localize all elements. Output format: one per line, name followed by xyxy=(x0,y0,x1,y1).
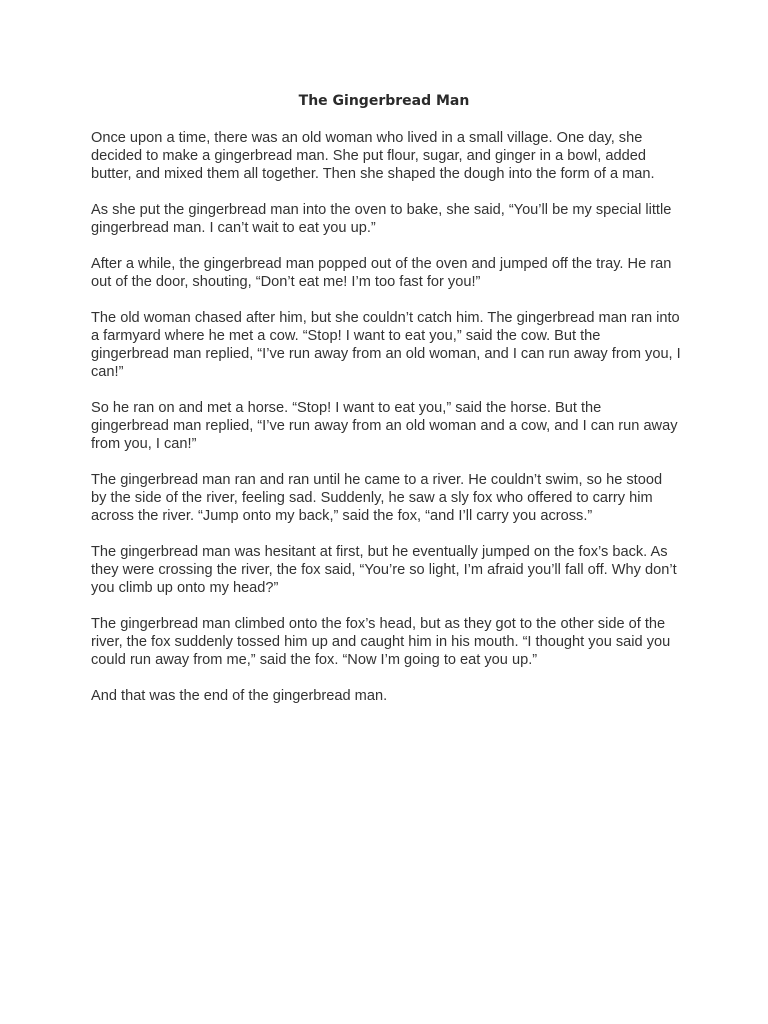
paragraph: And that was the end of the gingerbread man. xyxy=(91,688,388,704)
paragraph: The gingerbread man climbed onto the fox’s head, but as they got to the other side of the river, the fox suddenly tossed him up and caught him in his mouth. “I thought you said you could run away from me,” said the fox. “Now I’m going to eat you up.” xyxy=(91,616,671,668)
paragraph: The gingerbread man was hesitant at first, but he eventually jumped on the fox’s back. As they were crossing the river, the fox said, “You’re so light, I’m afraid you’ll fall off. Why don’t you climb up onto my head?” xyxy=(91,544,677,596)
paragraph: Once upon a time, there was an old woman who lived in a small village. One day, she decided to make a gingerbread man. She put flour, sugar, and ginger in a bowl, added butter, and mixed them all together. Then she shaped the dough into the form of a man. xyxy=(91,130,655,182)
paragraph: So he ran on and met a horse. “Stop! I want to eat you,” said the horse. But the gingerbread man replied, “I’ve run away from an old woman and a cow, and I can run away from you, I can!” xyxy=(91,400,678,452)
paragraph: The gingerbread man ran and ran until he came to a river. He couldn’t swim, so he stood by the side of the river, feeling sad. Suddenly, he saw a sly fox who offered to carry him across the river. “Jump onto my back,” said the fox, “and I’ll carry you across.” xyxy=(91,472,663,524)
paragraph: As she put the gingerbread man into the oven to bake, she said, “You’ll be my special little gingerbread man. I can’t wait to eat you up.” xyxy=(91,202,672,236)
document-title: The Gingerbread Man xyxy=(298,93,470,109)
paragraph: After a while, the gingerbread man popped out of the oven and jumped off the tray. He ran out of the door, shouting, “Don’t eat me! I’m too fast for you!” xyxy=(91,256,672,290)
paragraph: The old woman chased after him, but she couldn’t catch him. The gingerbread man ran into a farmyard where he met a cow. “Stop! I want to eat you,” said the cow. But the gingerbread man replied, “I’ve run away from an old woman, and I can run away from you, I can!” xyxy=(91,310,681,380)
document-body xyxy=(91,129,681,723)
